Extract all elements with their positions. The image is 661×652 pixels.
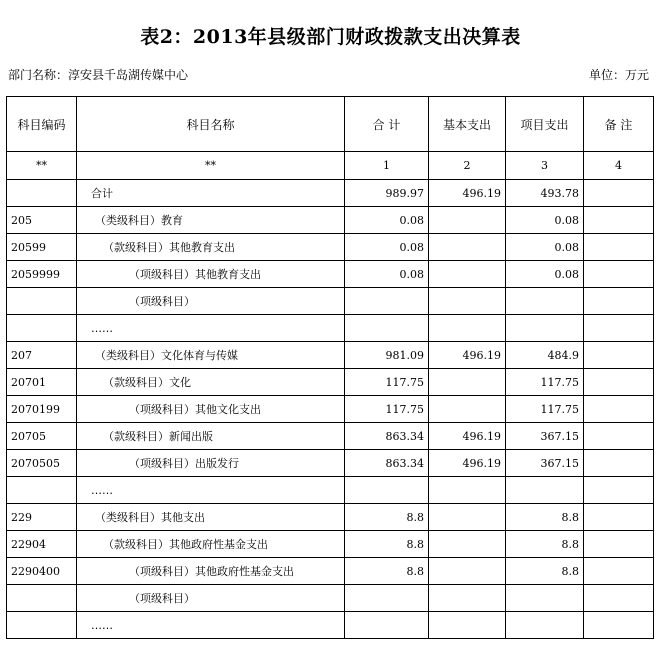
row-note (584, 558, 654, 585)
row-project: 0.08 (506, 261, 584, 288)
row-total (345, 612, 429, 639)
row-code: 20701 (7, 369, 77, 396)
row-basic (429, 558, 506, 585)
header-note: 备 注 (584, 97, 654, 152)
header-total: 合 计 (345, 97, 429, 152)
row-name: …… (77, 612, 345, 639)
row-note (584, 261, 654, 288)
row-total: 8.8 (345, 531, 429, 558)
row-note (584, 207, 654, 234)
row-name: （款级科目）文化 (77, 369, 345, 396)
row-note (584, 369, 654, 396)
row-basic (429, 207, 506, 234)
row-note (584, 504, 654, 531)
row-name: （款级科目）其他政府性基金支出 (77, 531, 345, 558)
row-name: …… (77, 477, 345, 504)
row-code (7, 612, 77, 639)
row-note (584, 423, 654, 450)
row-basic: 496.19 (429, 450, 506, 477)
row-note (584, 450, 654, 477)
row-name: （项级科目）其他教育支出 (77, 261, 345, 288)
row-basic: 496.19 (429, 180, 506, 207)
row-project (506, 288, 584, 315)
table-row (7, 585, 654, 612)
row-name: （款级科目）新闻出版 (77, 423, 345, 450)
table-row (7, 612, 654, 639)
table-row (7, 315, 654, 342)
row-total: 0.08 (345, 207, 429, 234)
header-code: 科目编码 (7, 97, 77, 152)
row-basic (429, 396, 506, 423)
row-total: 117.75 (345, 369, 429, 396)
index-note: 4 (584, 152, 654, 180)
row-project: 117.75 (506, 369, 584, 396)
row-note (584, 315, 654, 342)
row-name: （款级科目）其他教育支出 (77, 234, 345, 261)
row-code (7, 477, 77, 504)
row-basic: 496.19 (429, 423, 506, 450)
row-code: 2070505 (7, 450, 77, 477)
row-basic (429, 612, 506, 639)
row-name: …… (77, 315, 345, 342)
row-note (584, 585, 654, 612)
row-project: 493.78 (506, 180, 584, 207)
row-name: （项级科目）其他文化支出 (77, 396, 345, 423)
row-name: （类级科目）其他支出 (77, 504, 345, 531)
row-total: 8.8 (345, 558, 429, 585)
row-code: 229 (7, 504, 77, 531)
row-code (7, 585, 77, 612)
row-code (7, 288, 77, 315)
row-total: 8.8 (345, 504, 429, 531)
row-code (7, 315, 77, 342)
row-note (584, 342, 654, 369)
row-note (584, 477, 654, 504)
row-note (584, 612, 654, 639)
row-project: 117.75 (506, 396, 584, 423)
table-row (7, 180, 654, 207)
budget-table (6, 96, 654, 639)
header-name: 科目名称 (77, 97, 345, 152)
table-row (7, 477, 654, 504)
row-basic (429, 531, 506, 558)
table-row (7, 504, 654, 531)
department-name: 部门名称：淳安县千岛湖传媒中心 (8, 68, 189, 82)
table-row (7, 234, 654, 261)
row-total: 981.09 (345, 342, 429, 369)
row-total (345, 288, 429, 315)
row-total: 0.08 (345, 261, 429, 288)
row-total (345, 477, 429, 504)
row-name: 合计 (77, 180, 345, 207)
index-code: ** (7, 152, 77, 180)
row-note (584, 531, 654, 558)
row-total: 989.97 (345, 180, 429, 207)
table-row (7, 423, 654, 450)
row-total (345, 585, 429, 612)
table-row (7, 261, 654, 288)
table-row (7, 396, 654, 423)
page-title: 表2：2013年县级部门财政拨款支出决算表 (140, 26, 521, 48)
row-note (584, 180, 654, 207)
row-project: 8.8 (506, 531, 584, 558)
row-project: 0.08 (506, 207, 584, 234)
row-code: 20599 (7, 234, 77, 261)
row-code: 22904 (7, 531, 77, 558)
table-row (7, 207, 654, 234)
row-note (584, 234, 654, 261)
header-project: 项目支出 (506, 97, 584, 152)
row-note (584, 396, 654, 423)
row-project: 484.9 (506, 342, 584, 369)
index-project: 3 (506, 152, 584, 180)
index-basic: 2 (429, 152, 506, 180)
index-name: ** (77, 152, 345, 180)
table-row (7, 288, 654, 315)
row-code: 2070199 (7, 396, 77, 423)
table-row (7, 369, 654, 396)
row-code (7, 180, 77, 207)
row-code: 20705 (7, 423, 77, 450)
row-name: （项级科目）其他政府性基金支出 (77, 558, 345, 585)
index-row (7, 152, 654, 180)
row-code: 2290400 (7, 558, 77, 585)
index-total: 1 (345, 152, 429, 180)
row-project (506, 612, 584, 639)
row-code: 207 (7, 342, 77, 369)
row-basic (429, 288, 506, 315)
row-project (506, 585, 584, 612)
row-basic (429, 504, 506, 531)
table-body (7, 152, 654, 639)
table-row (7, 342, 654, 369)
table-row (7, 450, 654, 477)
row-name: （类级科目）文化体育与传媒 (77, 342, 345, 369)
row-note (584, 288, 654, 315)
row-name: （项级科目） (77, 288, 345, 315)
row-total (345, 315, 429, 342)
row-project: 367.15 (506, 423, 584, 450)
row-project (506, 477, 584, 504)
row-code: 2059999 (7, 261, 77, 288)
row-basic (429, 261, 506, 288)
header-row (7, 97, 654, 152)
row-project: 367.15 (506, 450, 584, 477)
row-project: 8.8 (506, 558, 584, 585)
row-project (506, 315, 584, 342)
row-basic (429, 585, 506, 612)
row-name: （类级科目）教育 (77, 207, 345, 234)
row-basic (429, 315, 506, 342)
row-total: 117.75 (345, 396, 429, 423)
row-code: 205 (7, 207, 77, 234)
table-row (7, 558, 654, 585)
row-basic (429, 369, 506, 396)
table-row (7, 531, 654, 558)
row-basic: 496.19 (429, 342, 506, 369)
unit-label: 单位：万元 (588, 68, 649, 82)
header-basic: 基本支出 (429, 97, 506, 152)
row-total: 0.08 (345, 234, 429, 261)
row-name: （项级科目） (77, 585, 345, 612)
row-project: 8.8 (506, 504, 584, 531)
row-basic (429, 234, 506, 261)
row-total: 863.34 (345, 450, 429, 477)
row-name: （项级科目）出版发行 (77, 450, 345, 477)
row-project: 0.08 (506, 234, 584, 261)
row-total: 863.34 (345, 423, 429, 450)
row-basic (429, 477, 506, 504)
